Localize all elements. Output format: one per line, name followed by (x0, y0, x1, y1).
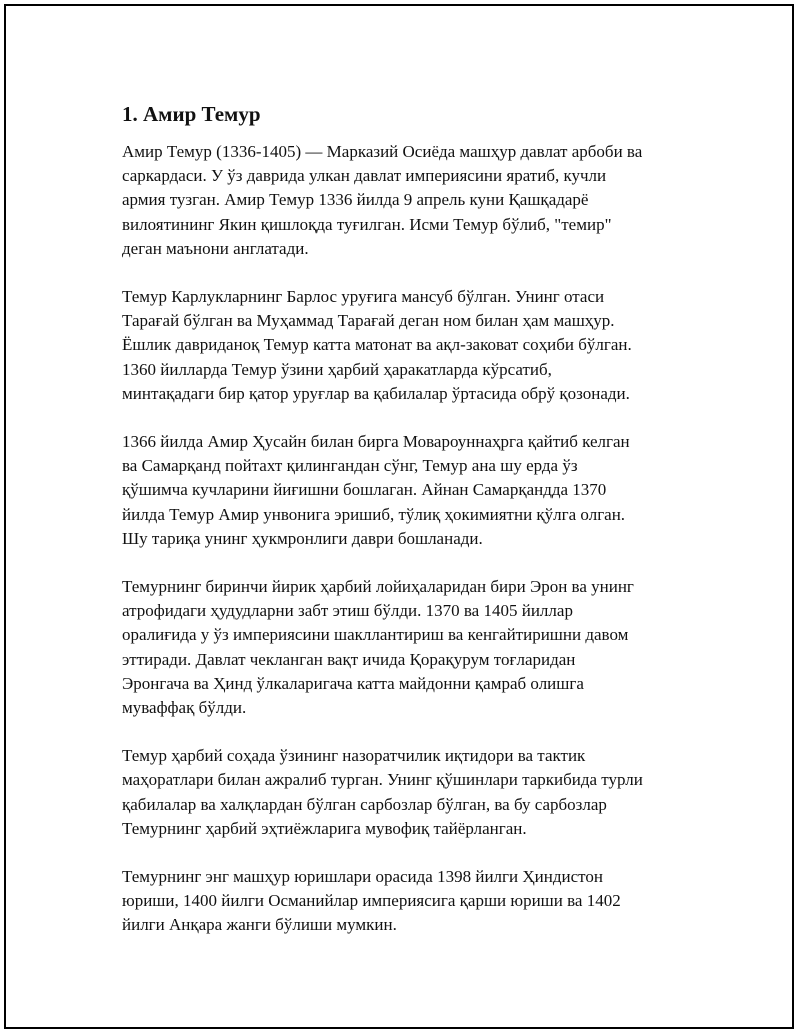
text-line: Шу тариқа унинг ҳукмронлиги даври бошланади. (122, 528, 483, 548)
text-line: саркардаси. У ўз даврида улкан давлат империясини яратиб, кучли (122, 166, 607, 186)
paragraph-2 (122, 285, 702, 406)
text-line: деган маънони англатади. (122, 238, 309, 258)
text-line: йилда Темур Амир унвонига эришиб, тўлиқ ҳокимиятни қўлга олган. (122, 504, 626, 524)
text-line: Эронгача ва Ҳинд ўлкаларигача катта майдонни қамраб олишга (122, 673, 584, 693)
text-line: Темур ҳарбий соҳада ўзининг назоратчилик иқтидори ва тактик (122, 746, 586, 766)
paragraph-5 (122, 744, 702, 841)
text-line: Темурнинг энг машҳур юришлари орасида 1398 йилги Ҳиндистон (122, 867, 603, 887)
paragraph-4 (122, 575, 702, 720)
text-line: қабилалар ва халқлардан бўлган сарбозлар бўлган, ва бу сарбозлар (122, 794, 607, 814)
text-line: атрофидаги ҳудудларни забт этиш бўлди. 1370 ва 1405 йиллар (122, 601, 573, 621)
text-line: қўшимча кучларини йиғишни бошлаган. Айнан Самарқандда 1370 (122, 480, 607, 500)
document-body (122, 102, 702, 962)
paragraph-1 (122, 140, 702, 261)
text-line: армия тузган. Амир Темур 1336 йилда 9 апрель куни Қашқадарё (122, 190, 589, 210)
text-line: оралиғида у ўз империясини шакллантириш ва кенгайтиришни давом (122, 625, 629, 645)
text-line: вилоятининг Якин қишлоқда туғилган. Исми Темур бўлиб, "темир" (122, 214, 612, 234)
text-line: минтақадаги бир қатор уруғлар ва қабилалар ўртасида обрў қозонади. (122, 383, 630, 403)
text-line: ва Самарқанд пойтахт қилингандан сўнг, Темур ана шу ерда ўз (122, 456, 578, 476)
text-line: Темур Карлукларнинг Барлос уруғига мансуб бўлган. Унинг отаси (122, 287, 605, 307)
page-title: 1. Амир Темур (122, 102, 261, 126)
text-line: Тарағай бўлган ва Муҳаммад Тарағай деган ном билан ҳам машҳур. (122, 311, 615, 331)
text-line: маҳоратлари билан ажралиб турган. Унинг қўшинлари таркибида турли (122, 770, 643, 790)
text-line: юриши, 1400 йилги Османийлар империясига қарши юриши ва 1402 (122, 891, 621, 911)
text-line: Амир Темур (1336-1405) — Марказий Осиёда машҳур давлат арбоби ва (122, 142, 643, 161)
paragraph-6 (122, 865, 702, 938)
paragraph-3 (122, 430, 702, 551)
text-line: эттиради. Давлат чекланган вақт ичида Қорақурум тоғларидан (122, 649, 576, 669)
text-line: Темурнинг ҳарбий эҳтиёжларига мувофиқ тайёрланган. (122, 818, 527, 838)
text-line: Темурнинг биринчи йирик ҳарбий лойиҳаларидан бири Эрон ва унинг (122, 577, 634, 597)
text-line: 1360 йилларда Темур ўзини ҳарбий ҳаракатларда кўрсатиб, (122, 359, 552, 379)
text-line: Ёшлик давриданоқ Темур катта матонат ва ақл-заковат соҳиби бўлган. (122, 335, 632, 355)
text-line: йилги Анқара жанги бўлиши мумкин. (122, 915, 397, 935)
page-frame (4, 4, 794, 1029)
text-line: 1366 йилда Амир Ҳусайн билан бирга Мовароуннаҳрга қайтиб келган (122, 432, 630, 452)
text-line: муваффақ бўлди. (122, 698, 247, 718)
